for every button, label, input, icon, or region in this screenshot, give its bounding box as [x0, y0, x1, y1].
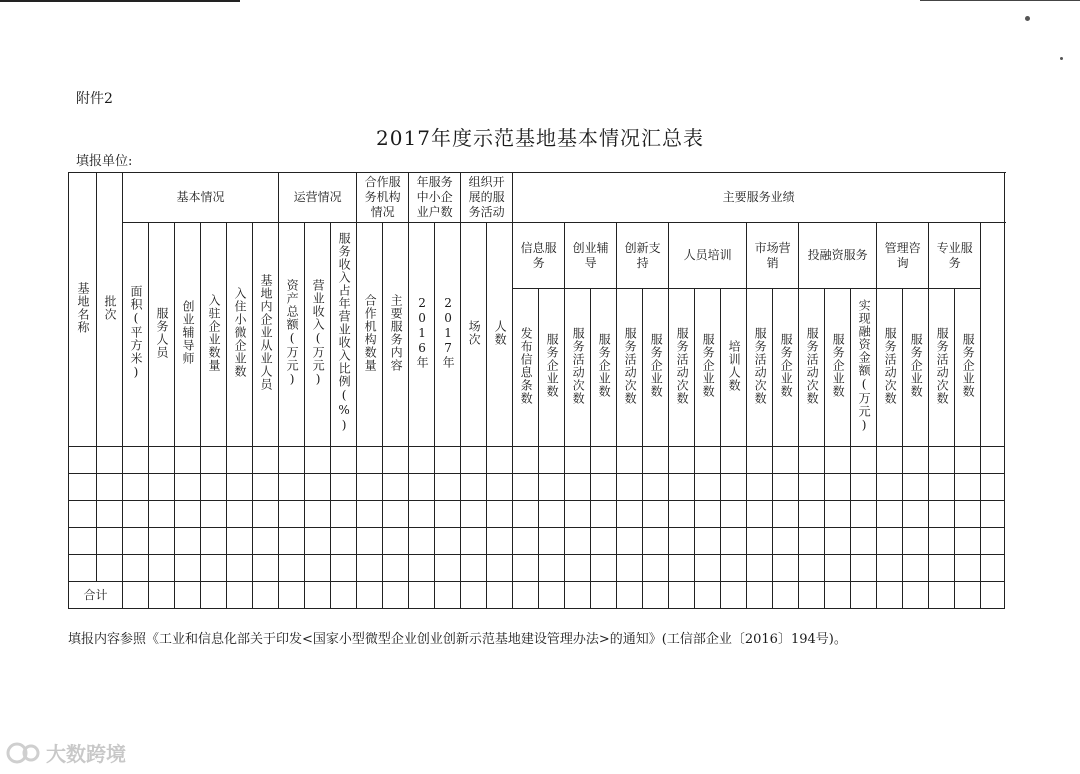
table-cell [175, 447, 201, 474]
table-cell [253, 474, 279, 501]
table-cell [669, 528, 695, 555]
table-cell [539, 528, 565, 555]
table-cell [149, 501, 175, 528]
table-cell [331, 447, 357, 474]
group-header: 基本情况 [123, 173, 279, 223]
table-cell [929, 582, 955, 609]
table-cell [69, 528, 97, 555]
table-cell [617, 555, 643, 582]
table-cell [305, 447, 331, 474]
total-row [69, 582, 1005, 609]
table-cell [409, 447, 435, 474]
table-cell [695, 555, 721, 582]
table-cell [929, 555, 955, 582]
table-cell [643, 582, 669, 609]
table-cell [383, 474, 409, 501]
table-cell [643, 447, 669, 474]
table-cell [773, 474, 799, 501]
table-cell [981, 501, 1005, 528]
column-header: 服务企业数 [539, 289, 565, 447]
table-cell [461, 555, 487, 582]
table-cell [955, 501, 981, 528]
table-cell [149, 582, 175, 609]
table-cell [435, 447, 461, 474]
table-cell [279, 528, 305, 555]
table-cell [123, 501, 149, 528]
table-cell [409, 474, 435, 501]
table-cell [201, 528, 227, 555]
table-cell [461, 582, 487, 609]
subgroup-header: 人员培训 [669, 223, 747, 289]
column-header: 服务活动次数 [669, 289, 695, 447]
table-cell [97, 528, 123, 555]
table-cell [695, 582, 721, 609]
table-cell [773, 582, 799, 609]
table-cell [331, 582, 357, 609]
table-cell [123, 582, 149, 609]
table-cell [383, 555, 409, 582]
table-cell [149, 528, 175, 555]
table-cell [279, 474, 305, 501]
table-cell [851, 447, 877, 474]
subgroup-header: 投融资服务 [799, 223, 877, 289]
table-cell [227, 528, 253, 555]
table-cell [981, 555, 1005, 582]
table-cell [669, 555, 695, 582]
table-cell [591, 501, 617, 528]
total-label: 合计 [69, 582, 123, 609]
table-cell [227, 582, 253, 609]
table-cell [851, 528, 877, 555]
column-header: 服务企业数 [695, 289, 721, 447]
table-cell [903, 555, 929, 582]
table-cell [955, 555, 981, 582]
table-cell [591, 474, 617, 501]
table-cell [825, 474, 851, 501]
table-cell [331, 474, 357, 501]
table-cell [929, 447, 955, 474]
table-cell [513, 555, 539, 582]
summary-table [68, 172, 1005, 609]
table-cell [175, 501, 201, 528]
table-cell [227, 474, 253, 501]
table-cell [773, 501, 799, 528]
footnote: 填报内容参照《工业和信息化部关于印发<国家小型微型企业创业创新示范基地建设管理办法>的通知》(工信部企业〔2016〕194号)。 [68, 632, 847, 647]
scan-speck [1060, 57, 1063, 60]
table-cell [123, 474, 149, 501]
table-cell [955, 474, 981, 501]
table-cell [721, 501, 747, 528]
table-cell [409, 528, 435, 555]
table-cell [357, 528, 383, 555]
table-cell [123, 555, 149, 582]
table-cell [877, 528, 903, 555]
table-cell [201, 582, 227, 609]
table-cell [565, 474, 591, 501]
subgroup-header: 专业服务 [929, 223, 981, 289]
table-row [69, 555, 1005, 582]
table-cell [929, 474, 955, 501]
column-header: 资产总额(万元) [279, 223, 305, 447]
subgroup-header: 创新支持 [617, 223, 669, 289]
table-cell [617, 447, 643, 474]
table-cell [201, 501, 227, 528]
table-cell [669, 474, 695, 501]
table-cell [461, 528, 487, 555]
column-header: 服务人员 [149, 223, 175, 447]
column-header: 服务活动次数 [929, 289, 955, 447]
table-cell [669, 501, 695, 528]
table-cell [643, 501, 669, 528]
table-cell [799, 528, 825, 555]
table-cell [305, 582, 331, 609]
table-cell [227, 501, 253, 528]
table-row [69, 447, 1005, 474]
table-cell [461, 501, 487, 528]
table-cell [357, 582, 383, 609]
table-cell [149, 555, 175, 582]
table-cell [669, 447, 695, 474]
table-cell [513, 447, 539, 474]
table-cell [617, 528, 643, 555]
table-cell [357, 501, 383, 528]
table-cell [695, 528, 721, 555]
page-title: 2017年度示范基地基本情况汇总表 [376, 126, 704, 150]
table-cell [487, 447, 513, 474]
table-cell [97, 447, 123, 474]
table-cell [97, 501, 123, 528]
table-cell [955, 528, 981, 555]
table-row [69, 528, 1005, 555]
table-cell [643, 528, 669, 555]
table-cell [721, 447, 747, 474]
table-cell [877, 582, 903, 609]
table-cell [851, 555, 877, 582]
column-header: 面积(平方米) [123, 223, 149, 447]
table-cell [201, 474, 227, 501]
column-header: 入驻企业数量 [201, 223, 227, 447]
table-cell [539, 501, 565, 528]
table-cell [149, 474, 175, 501]
table-cell [565, 555, 591, 582]
group-header: 年服务中小企业户数 [409, 173, 461, 223]
column-header: 服务活动次数 [617, 289, 643, 447]
table-cell [409, 582, 435, 609]
group-header: 运营情况 [279, 173, 357, 223]
table-cell [721, 582, 747, 609]
column-header: 服务企业数 [591, 289, 617, 447]
table-cell [903, 474, 929, 501]
table-cell [201, 555, 227, 582]
table-cell [877, 555, 903, 582]
table-cell [955, 447, 981, 474]
table-cell [253, 582, 279, 609]
table-cell [799, 474, 825, 501]
subgroup-header: 管理咨询 [877, 223, 929, 289]
column-header: 服务企业数 [773, 289, 799, 447]
table-cell [617, 582, 643, 609]
table-cell [227, 555, 253, 582]
table-row [69, 501, 1005, 528]
table-cell [357, 555, 383, 582]
table-cell [357, 474, 383, 501]
column-header: 实现融资金额(万元) [851, 289, 877, 447]
table-cell [617, 501, 643, 528]
table-cell [825, 582, 851, 609]
table-cell [461, 447, 487, 474]
table-cell [565, 501, 591, 528]
table-cell [929, 501, 955, 528]
column-header: 创业辅导师 [175, 223, 201, 447]
subgroup-header: 创业辅导 [565, 223, 617, 289]
table-cell [487, 474, 513, 501]
table-cell [825, 528, 851, 555]
table-cell [955, 582, 981, 609]
table-cell [513, 501, 539, 528]
table-cell [565, 582, 591, 609]
table-cell [539, 447, 565, 474]
table-cell [435, 582, 461, 609]
table-cell [695, 474, 721, 501]
table-cell [851, 474, 877, 501]
table-cell [69, 474, 97, 501]
table-cell [799, 555, 825, 582]
column-header: 人数 [487, 223, 513, 447]
table-cell [435, 501, 461, 528]
table-cell [799, 447, 825, 474]
table-cell [305, 528, 331, 555]
table-cell [825, 555, 851, 582]
table-cell [305, 555, 331, 582]
column-header: 营业收入(万元) [305, 223, 331, 447]
table-cell [435, 555, 461, 582]
table-cell [981, 582, 1005, 609]
table-cell [643, 555, 669, 582]
table-cell [591, 528, 617, 555]
table-cell [773, 555, 799, 582]
scan-edge [0, 0, 240, 2]
table-cell [97, 474, 123, 501]
table-cell [253, 555, 279, 582]
table-cell [539, 582, 565, 609]
table-cell [695, 447, 721, 474]
table-cell [175, 582, 201, 609]
watermark-logo-icon [6, 739, 42, 767]
table-cell [175, 555, 201, 582]
table-cell [123, 447, 149, 474]
table-cell [513, 582, 539, 609]
table-cell [773, 447, 799, 474]
table-cell [123, 528, 149, 555]
table-cell [669, 582, 695, 609]
table-cell [331, 501, 357, 528]
table-cell [565, 447, 591, 474]
table-cell [903, 447, 929, 474]
table-cell [747, 447, 773, 474]
table-cell [487, 501, 513, 528]
table-cell [721, 528, 747, 555]
table-cell [721, 474, 747, 501]
table-cell [487, 555, 513, 582]
table-cell [149, 447, 175, 474]
table-cell [331, 555, 357, 582]
table-cell [747, 501, 773, 528]
group-header: 组织开展的服务活动 [461, 173, 513, 223]
attachment-label: 附件2 [76, 91, 113, 107]
table-cell [305, 501, 331, 528]
table-cell [279, 582, 305, 609]
table-cell [539, 474, 565, 501]
column-header: 基地内企业从业人员 [253, 223, 279, 447]
group-header: 主要服务业绩 [513, 173, 1005, 223]
column-header: 入住小微企业数 [227, 223, 253, 447]
table-cell [981, 474, 1005, 501]
table-cell [253, 501, 279, 528]
table-cell [799, 501, 825, 528]
table-cell [69, 501, 97, 528]
table-cell [773, 528, 799, 555]
table-cell [903, 501, 929, 528]
table-cell [539, 555, 565, 582]
column-header: 2017年 [435, 223, 461, 447]
table-cell [877, 447, 903, 474]
column-header: 场次 [461, 223, 487, 447]
column-header: 批次 [97, 173, 123, 447]
scan-speck [1025, 16, 1030, 21]
table-cell [331, 528, 357, 555]
watermark: 大数跨境 [6, 738, 126, 767]
table-cell [69, 555, 97, 582]
table-cell [435, 528, 461, 555]
table-cell [903, 528, 929, 555]
column-header: 2016年 [409, 223, 435, 447]
table-cell [305, 474, 331, 501]
table-cell [981, 447, 1005, 474]
table-cell [565, 528, 591, 555]
column-header: 合作机构数量 [357, 223, 383, 447]
column-header: 培训人数 [721, 289, 747, 447]
table-cell [175, 528, 201, 555]
subgroup-header: 市场营销 [747, 223, 799, 289]
column-header: 基地名称 [69, 173, 97, 447]
column-header: 服务企业数 [955, 289, 981, 447]
table-cell [513, 528, 539, 555]
table-cell [747, 528, 773, 555]
table-cell [591, 555, 617, 582]
subgroup-header: 信息服务 [513, 223, 565, 289]
table-cell [383, 501, 409, 528]
table-cell [747, 555, 773, 582]
table-cell [383, 447, 409, 474]
column-header: 主要服务内容 [383, 223, 409, 447]
table-cell [97, 555, 123, 582]
table-cell [279, 501, 305, 528]
table-cell [383, 528, 409, 555]
table-cell [591, 447, 617, 474]
table-cell [591, 582, 617, 609]
table-cell [877, 501, 903, 528]
table-cell [227, 447, 253, 474]
table-cell [461, 474, 487, 501]
table-cell [851, 501, 877, 528]
column-header: 服务收入占年营业收入比例(%) [331, 223, 357, 447]
column-header: 服务企业数 [903, 289, 929, 447]
table-cell [409, 501, 435, 528]
column-header: 服务企业数 [643, 289, 669, 447]
table-cell [201, 447, 227, 474]
table-cell [747, 474, 773, 501]
column-header: 服务活动次数 [565, 289, 591, 447]
table-cell [279, 447, 305, 474]
table-cell [877, 474, 903, 501]
table-cell [825, 447, 851, 474]
table-cell [617, 474, 643, 501]
table-cell [435, 474, 461, 501]
table-cell [383, 582, 409, 609]
table-cell [487, 528, 513, 555]
table-cell [357, 447, 383, 474]
table-cell [175, 474, 201, 501]
table-cell [253, 447, 279, 474]
table-cell [799, 582, 825, 609]
table-cell [279, 555, 305, 582]
scan-edge [920, 0, 1080, 1]
table-cell [409, 555, 435, 582]
fill-unit-label: 填报单位: [76, 154, 133, 169]
column-header: 服务活动次数 [747, 289, 773, 447]
table-cell [695, 501, 721, 528]
table-cell [253, 528, 279, 555]
column-header: 服务活动次数 [799, 289, 825, 447]
table-row [69, 474, 1005, 501]
column-header: 发布信息条数 [513, 289, 539, 447]
column-header: 服务企业数 [825, 289, 851, 447]
table-cell [903, 582, 929, 609]
table-cell [747, 582, 773, 609]
table-cell [929, 528, 955, 555]
table-cell [851, 582, 877, 609]
table-cell [643, 474, 669, 501]
table-cell [825, 501, 851, 528]
table-cell [69, 447, 97, 474]
group-header: 合作服务机构情况 [357, 173, 409, 223]
column-header: 服务活动次数 [877, 289, 903, 447]
table-cell [721, 555, 747, 582]
table-cell [981, 528, 1005, 555]
table-cell [487, 582, 513, 609]
table-cell [513, 474, 539, 501]
